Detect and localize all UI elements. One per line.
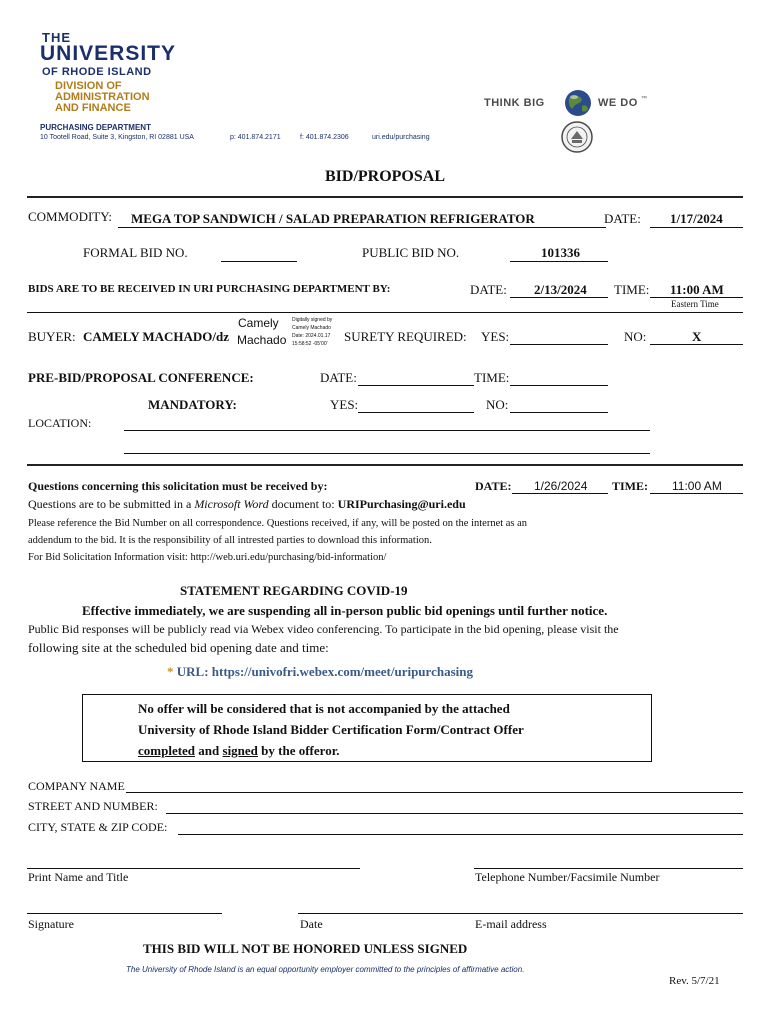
reference-note-1: Please reference the Bid Number on all correspondence. Questions received, if any, will be posted on the internet as an xyxy=(28,518,528,529)
signature-label: Signature xyxy=(28,917,74,931)
company-name-field[interactable] xyxy=(126,792,743,793)
signature-detail-3: Date: 2024.01.17 xyxy=(292,333,331,339)
notice-line-1: No offer will be considered that is not accompanied by the attached xyxy=(138,701,510,716)
questions-date-label: DATE: xyxy=(475,479,512,493)
conference-time-label: TIME: xyxy=(474,370,510,385)
buyer-label: BUYER: xyxy=(28,329,76,344)
conference-date-field[interactable] xyxy=(358,385,474,386)
location-field-1[interactable] xyxy=(124,430,650,431)
issue-date-value: 1/17/2024 xyxy=(670,211,723,226)
conference-time-field[interactable] xyxy=(510,385,608,386)
public-bid-underline xyxy=(510,261,608,262)
signature-detail-4: 15:58:52 -05'00' xyxy=(292,341,328,347)
bids-received-label: BIDS ARE TO BE RECEIVED IN URI PURCHASING DEPARTMENT BY: xyxy=(28,283,391,295)
receipt-date-value: 2/13/2024 xyxy=(534,282,587,297)
logo-rhode-island: OF RHODE ISLAND xyxy=(42,66,152,78)
division-line-2: ADMINISTRATION xyxy=(55,91,150,103)
notice-and: and xyxy=(195,743,223,758)
questions-deadline-label: Questions concerning this solicitation must be received by: xyxy=(28,479,328,493)
location-label: LOCATION: xyxy=(28,416,92,430)
commodity-label: COMMODITY: xyxy=(28,209,113,224)
date-underline xyxy=(650,227,743,228)
mandatory-yes-label: YES: xyxy=(330,397,359,412)
city-state-zip-field[interactable] xyxy=(178,834,743,835)
conference-label: PRE-BID/PROPOSAL CONFERENCE: xyxy=(28,370,254,385)
formal-bid-field[interactable] xyxy=(221,261,297,262)
public-bid-label: PUBLIC BID NO. xyxy=(362,245,460,260)
notice-line-3 xyxy=(138,743,340,759)
revision-note: Rev. 5/7/21 xyxy=(669,975,720,987)
divider-thin xyxy=(27,312,743,313)
surety-no-field[interactable] xyxy=(650,344,743,345)
questions-time-value: 11:00 AM xyxy=(672,479,722,493)
public-bid-value: 101336 xyxy=(541,245,580,260)
reference-note-2: addendum to the bid. It is the responsibility of all intrested parties to download this information. xyxy=(28,535,432,546)
buyer-value: CAMELY MACHADO/dz xyxy=(83,329,230,344)
surety-label: SURETY REQUIRED: xyxy=(344,329,467,344)
url-text[interactable]: URL: https://univofri.webex.com/meet/uripurchasing xyxy=(176,664,473,679)
phone-field[interactable] xyxy=(474,868,743,869)
surety-no-label: NO: xyxy=(624,329,647,344)
location-field-2[interactable] xyxy=(124,453,650,454)
print-name-label: Print Name and Title xyxy=(28,870,129,884)
submit-text-mid: document to: xyxy=(268,497,338,511)
notice-signed: signed xyxy=(222,743,258,758)
divider xyxy=(27,464,743,466)
receipt-time-label: TIME: xyxy=(614,282,650,297)
notice-line-2: University of Rhode Island Bidder Certification Form/Contract Offer xyxy=(138,722,524,737)
receipt-time-underline xyxy=(650,297,743,298)
email-label: E-mail address xyxy=(475,917,547,931)
mandatory-no-label: NO: xyxy=(486,397,509,412)
divider xyxy=(27,196,743,198)
we-do-text: WE DO xyxy=(598,97,638,109)
not-honored-warning: THIS BID WILL NOT BE HONORED UNLESS SIGNED xyxy=(143,941,468,956)
receipt-date-label: DATE: xyxy=(470,282,507,297)
print-name-field[interactable] xyxy=(27,868,360,869)
commodity-underline xyxy=(118,227,606,228)
questions-time-label: TIME: xyxy=(612,479,648,493)
logo-the: THE xyxy=(42,30,71,45)
url-star-icon: * xyxy=(167,664,174,679)
company-name-label: COMPANY NAME xyxy=(28,779,125,793)
surety-yes-label: YES: xyxy=(481,329,510,344)
street-label: STREET AND NUMBER: xyxy=(28,799,158,813)
notice-completed: completed xyxy=(138,743,196,758)
division-line-1: DIVISION OF xyxy=(55,80,122,92)
date-label: DATE: xyxy=(604,211,641,226)
mandatory-yes-field[interactable] xyxy=(358,412,474,413)
mandatory-no-field[interactable] xyxy=(510,412,608,413)
signature-name-line-2: Machado xyxy=(237,333,287,347)
division-line-3: AND FINANCE xyxy=(55,102,131,114)
receipt-date-underline xyxy=(510,297,608,298)
submit-email-link[interactable]: URIPurchasing@uri.edu xyxy=(337,497,466,511)
dept-web: uri.edu/purchasing xyxy=(372,134,430,141)
street-field[interactable] xyxy=(166,813,743,814)
conference-date-label: DATE: xyxy=(320,370,357,385)
covid-body-1: Public Bid responses will be publicly read via Webex video conferencing. To participate in the bid opening, please visit the xyxy=(28,622,619,636)
dept-phone: p: 401.874.2171 xyxy=(230,134,281,141)
notice-tail: by the offeror. xyxy=(257,743,340,758)
mandatory-label: MANDATORY: xyxy=(148,397,237,412)
form-date-label: Date xyxy=(300,917,323,931)
university-seal-icon xyxy=(560,120,594,154)
date-email-field[interactable] xyxy=(298,913,743,914)
surety-yes-field[interactable] xyxy=(510,344,608,345)
surety-no-mark: X xyxy=(692,329,702,344)
globe-icon xyxy=(560,88,596,118)
receipt-time-value: 11:00 AM xyxy=(670,282,724,297)
submit-text-format: Microsoft Word xyxy=(194,497,269,511)
signature-detail-2: Camely Machado xyxy=(292,325,331,331)
covid-body-2: following site at the scheduled bid opening date and time: xyxy=(28,640,329,655)
covid-effective: Effective immediately, we are suspending all in-person public bid openings until further notice. xyxy=(82,603,608,618)
dept-fax: f: 401.874.2306 xyxy=(300,134,349,141)
webex-url[interactable] xyxy=(167,664,473,680)
think-big-text: THINK BIG xyxy=(484,97,545,109)
signature-field[interactable] xyxy=(27,913,222,914)
bid-info-link[interactable]: For Bid Solicitation Information visit: http://web.uri.edu/purchasing/bid-information/ xyxy=(28,552,387,563)
formal-bid-label: FORMAL BID NO. xyxy=(83,245,188,260)
questions-submit-text xyxy=(28,497,466,512)
questions-date-value: 1/26/2024 xyxy=(534,479,588,493)
submit-text-pre: Questions are to be submitted in a xyxy=(28,497,195,511)
phone-label: Telephone Number/Facsimile Number xyxy=(475,870,660,884)
dept-address: 10 Tootell Road, Suite 3, Kingston, RI 02881 USA xyxy=(40,134,194,141)
questions-time-underline xyxy=(650,493,743,494)
logo-university: UNIVERSITY xyxy=(40,42,177,65)
questions-date-underline xyxy=(512,493,608,494)
signature-detail-1: Digitally signed by xyxy=(292,317,333,323)
trademark-mark: ™ xyxy=(641,96,647,102)
page-title: BID/PROPOSAL xyxy=(324,168,445,185)
signature-name-line-1: Camely xyxy=(238,316,279,330)
covid-heading: STATEMENT REGARDING COVID-19 xyxy=(180,583,408,598)
timezone-note: Eastern Time xyxy=(671,299,719,309)
purchasing-dept: PURCHASING DEPARTMENT xyxy=(40,123,151,132)
equal-opportunity-statement: The University of Rhode Island is an equal opportunity employer committed to the principles of affirmative action. xyxy=(126,965,525,974)
commodity-value: MEGA TOP SANDWICH / SALAD PREPARATION REFRIGERATOR xyxy=(131,211,535,226)
city-state-zip-label: CITY, STATE & ZIP CODE: xyxy=(28,820,168,834)
